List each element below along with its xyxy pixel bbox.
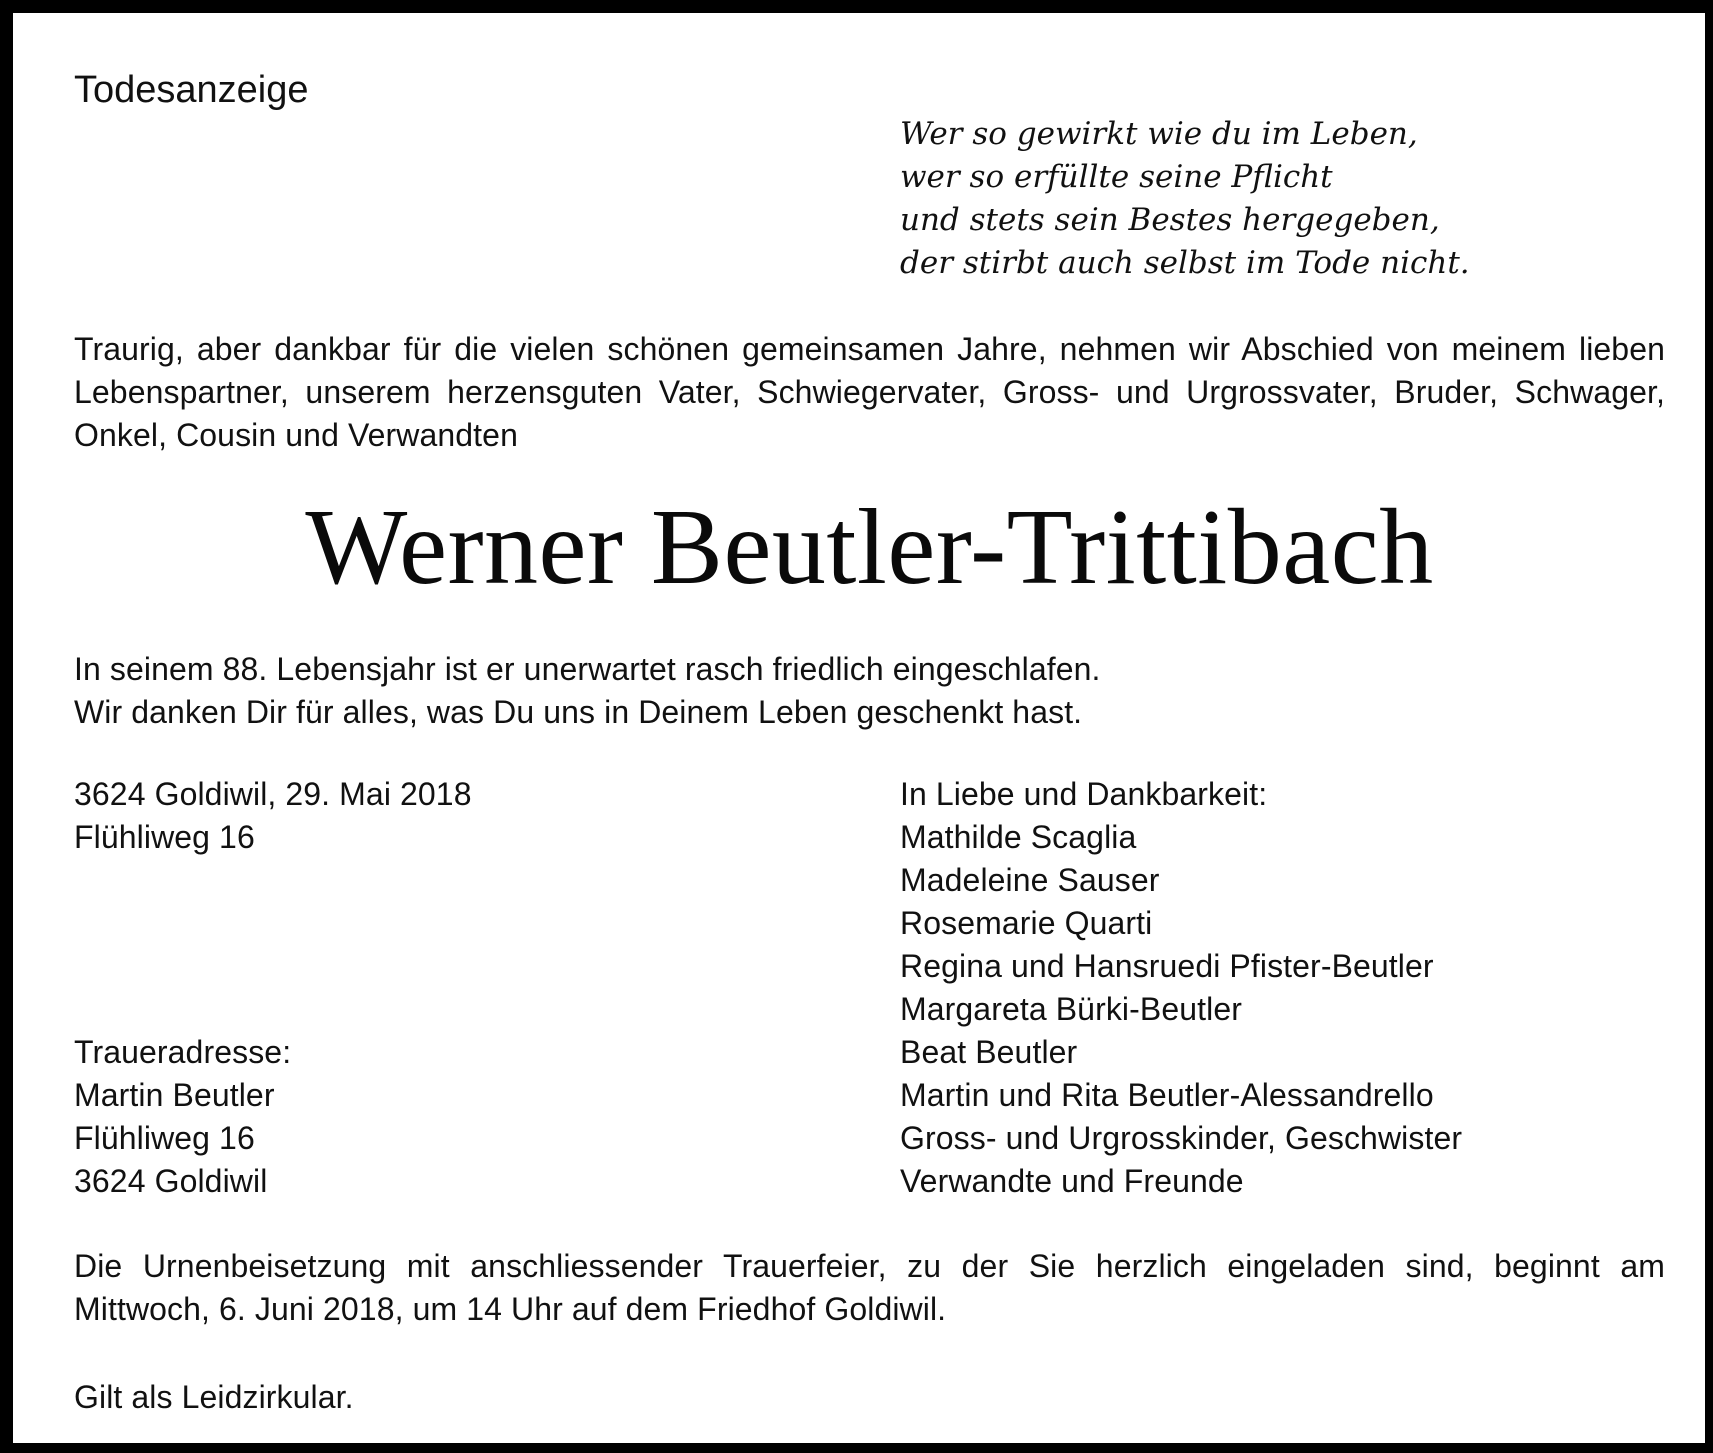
passing-line: In seinem 88. Lebensjahr ist er unerwartet rasch friedlich eingeschlafen. xyxy=(74,651,1101,687)
circular-note: Gilt als Leidzirkular. xyxy=(74,1379,354,1415)
mourners-list xyxy=(900,773,1462,1203)
mourning-address xyxy=(74,1031,291,1203)
mourners-heading: In Liebe und Dankbarkeit: xyxy=(900,776,1268,812)
poem-line: und stets sein Bestes hergegeben, xyxy=(900,202,1440,238)
mourner-name: Gross- und Urgrosskinder, Geschwister xyxy=(900,1120,1463,1156)
farewell-paragraph: Traurig, aber dankbar für die vielen schönen gemeinsamen Jahre, nehmen wir Abschied von meinem lieben Lebenspartner, unserem herzensguten Vater, Schwiegervater, Gross- und Urgrossvater, Bruder, Schwager, Onkel, Cousin und Verwandten xyxy=(74,331,1665,453)
mourner-name: Regina und Hansruedi Pfister-Beutler xyxy=(900,948,1434,984)
place-date-line: 3624 Goldiwil, 29. Mai 2018 xyxy=(74,776,472,812)
passing-line: Wir danken Dir für alles, was Du uns in Deinem Leben geschenkt hast. xyxy=(74,694,1083,730)
mourner-name: Margareta Bürki-Beutler xyxy=(900,991,1242,1027)
poem-line: der stirbt auch selbst im Tode nicht. xyxy=(900,245,1470,281)
mourner-name: Beat Beutler xyxy=(900,1034,1078,1070)
address-line: Martin Beutler xyxy=(74,1077,275,1113)
place-street-line: Flühliweg 16 xyxy=(74,819,255,855)
deceased-name: Werner Beutler-Trittibach xyxy=(305,488,1434,607)
memorial-poem xyxy=(900,113,1470,285)
address-line: Flühliweg 16 xyxy=(74,1120,255,1156)
mourner-name: Mathilde Scaglia xyxy=(900,819,1137,855)
place-and-date xyxy=(74,773,472,859)
notice-type-heading: Todesanzeige xyxy=(74,69,309,111)
ceremony-announcement: Die Urnenbeisetzung mit anschliessender Trauerfeier, zu der Sie herzlich eingeladen sind, beginnt am Mittwoch, 6. Juni 2018, um 14 Uhr auf dem Friedhof Goldiwil. xyxy=(74,1248,1665,1327)
mourner-name: Madeleine Sauser xyxy=(900,862,1160,898)
address-line: 3624 Goldiwil xyxy=(74,1163,268,1199)
mourning-address-label: Traueradresse: xyxy=(74,1034,292,1070)
mourner-name: Rosemarie Quarti xyxy=(900,905,1153,941)
mourner-name: Verwandte und Freunde xyxy=(900,1163,1244,1199)
poem-line: wer so erfüllte seine Pflicht xyxy=(900,159,1333,195)
passing-statement xyxy=(74,648,1101,734)
poem-line: Wer so gewirkt wie du im Leben, xyxy=(900,116,1418,152)
mourner-name: Martin und Rita Beutler-Alessandrello xyxy=(900,1077,1434,1113)
